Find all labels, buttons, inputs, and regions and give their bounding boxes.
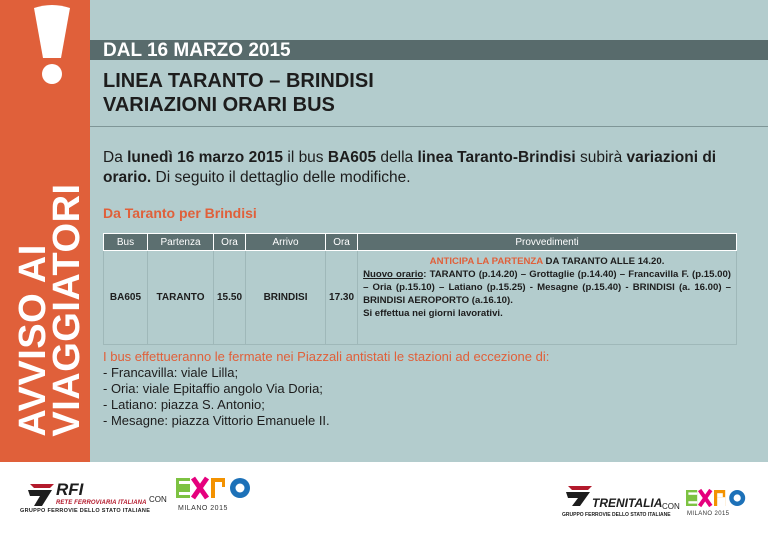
intro-text: il bus (283, 149, 328, 166)
header-arrivo: Arrivo (246, 234, 326, 251)
divider (90, 126, 768, 127)
trenitalia-group: GRUPPO FERROVIE DELLO STATO ITALIANE (562, 512, 671, 518)
con-left: CON (149, 495, 167, 504)
direction-heading: Da Taranto per Brindisi (103, 205, 257, 221)
header-bus: Bus (104, 234, 148, 251)
milano-right: MILANO 2015 (687, 511, 730, 517)
rfi-subtitle: RETE FERROVIARIA ITALIANA (56, 500, 147, 506)
list-item: - Mesagne: piazza Vittorio Emanuele II. (103, 413, 330, 428)
con-right: CON (662, 502, 680, 511)
stops-lead: I bus effettueranno le fermate nei Piazzali antistati le stazioni ad eccezione di: (103, 349, 550, 364)
table-row (104, 251, 737, 345)
sidebar-strip (0, 0, 90, 462)
milano-left: MILANO 2015 (178, 505, 228, 512)
prov-anticipa-line (363, 255, 731, 268)
prov-giorni: Si effettua nei giorni lavorativi. (363, 308, 503, 319)
intro-text: Da (103, 149, 128, 166)
trenitalia-wordmark: TRENITALIA (592, 496, 663, 510)
line-title: LINEA TARANTO – BRINDISI (103, 70, 374, 92)
cell-partenza: TARANTO (148, 251, 214, 345)
rfi-group: GRUPPO FERROVIE DELLO STATO ITALIANE (20, 508, 151, 514)
notice-title (103, 69, 374, 117)
cell-arrivo: BRINDISI (246, 251, 326, 345)
cell-ora-arrivo: 17.30 (326, 251, 358, 345)
header-provvedimenti: Provvedimenti (358, 234, 737, 251)
cell-bus: BA605 (104, 251, 148, 345)
date-title: DAL 16 MARZO 2015 (103, 40, 291, 61)
intro-text: Di seguito il dettaglio delle modifiche. (151, 169, 411, 186)
intro-line: linea Taranto-Brindisi (417, 149, 576, 166)
intro-text: della (376, 149, 418, 166)
expo-logo-icon (176, 476, 256, 500)
intro-bus: BA605 (327, 149, 377, 166)
intro-date: lunedì 16 marzo 2015 (127, 149, 284, 166)
side-caption-line2: VIAGGIATORI (46, 183, 88, 437)
subtitle: VARIAZIONI ORARI BUS (103, 94, 335, 116)
prov-anticipa-rest: DA TARANTO ALLE 14.20. (542, 256, 665, 267)
rfi-wordmark: RFI (56, 480, 84, 499)
header-ora-arrivo: Ora (326, 234, 358, 251)
exclamation-icon (28, 4, 76, 88)
cell-provvedimenti (358, 251, 737, 345)
list-item: - Latiano: piazza S. Antonio; (103, 397, 265, 412)
header-ora-partenza: Ora (214, 234, 246, 251)
intro-changes: variazioni di orario. (103, 149, 717, 186)
intro-paragraph (103, 148, 743, 188)
side-caption (12, 183, 88, 437)
table-header-row (104, 234, 737, 251)
prov-nuovo-rest: : TARANTO (p.14.20) – Grottaglie (p.14.40) – Francavilla F. (p.15.00) – Oria (p.15.10) – Latiano (p.15.25) - Mesagne (p.15.40) - BRINDISI (a. 16.00) – BRINDISI AEROPORTO (a.16.10). (363, 269, 731, 306)
prov-anticipa: ANTICIPA LA PARTENZA (429, 256, 543, 267)
schedule-table (103, 233, 737, 345)
header-partenza: Partenza (148, 234, 214, 251)
stops-list (103, 349, 549, 429)
list-item: - Francavilla: viale Lilla; (103, 365, 239, 380)
intro-text: subirà (575, 149, 627, 166)
list-item: - Oria: viale Epitaffio angolo Via Doria; (103, 381, 323, 396)
prov-nuovo-line (363, 268, 731, 307)
expo-logo-icon (686, 488, 750, 508)
side-caption-line1: AVVISO AI (12, 244, 54, 437)
prov-nuovo: Nuovo orario (363, 269, 424, 280)
cell-ora-partenza: 15.50 (214, 251, 246, 345)
